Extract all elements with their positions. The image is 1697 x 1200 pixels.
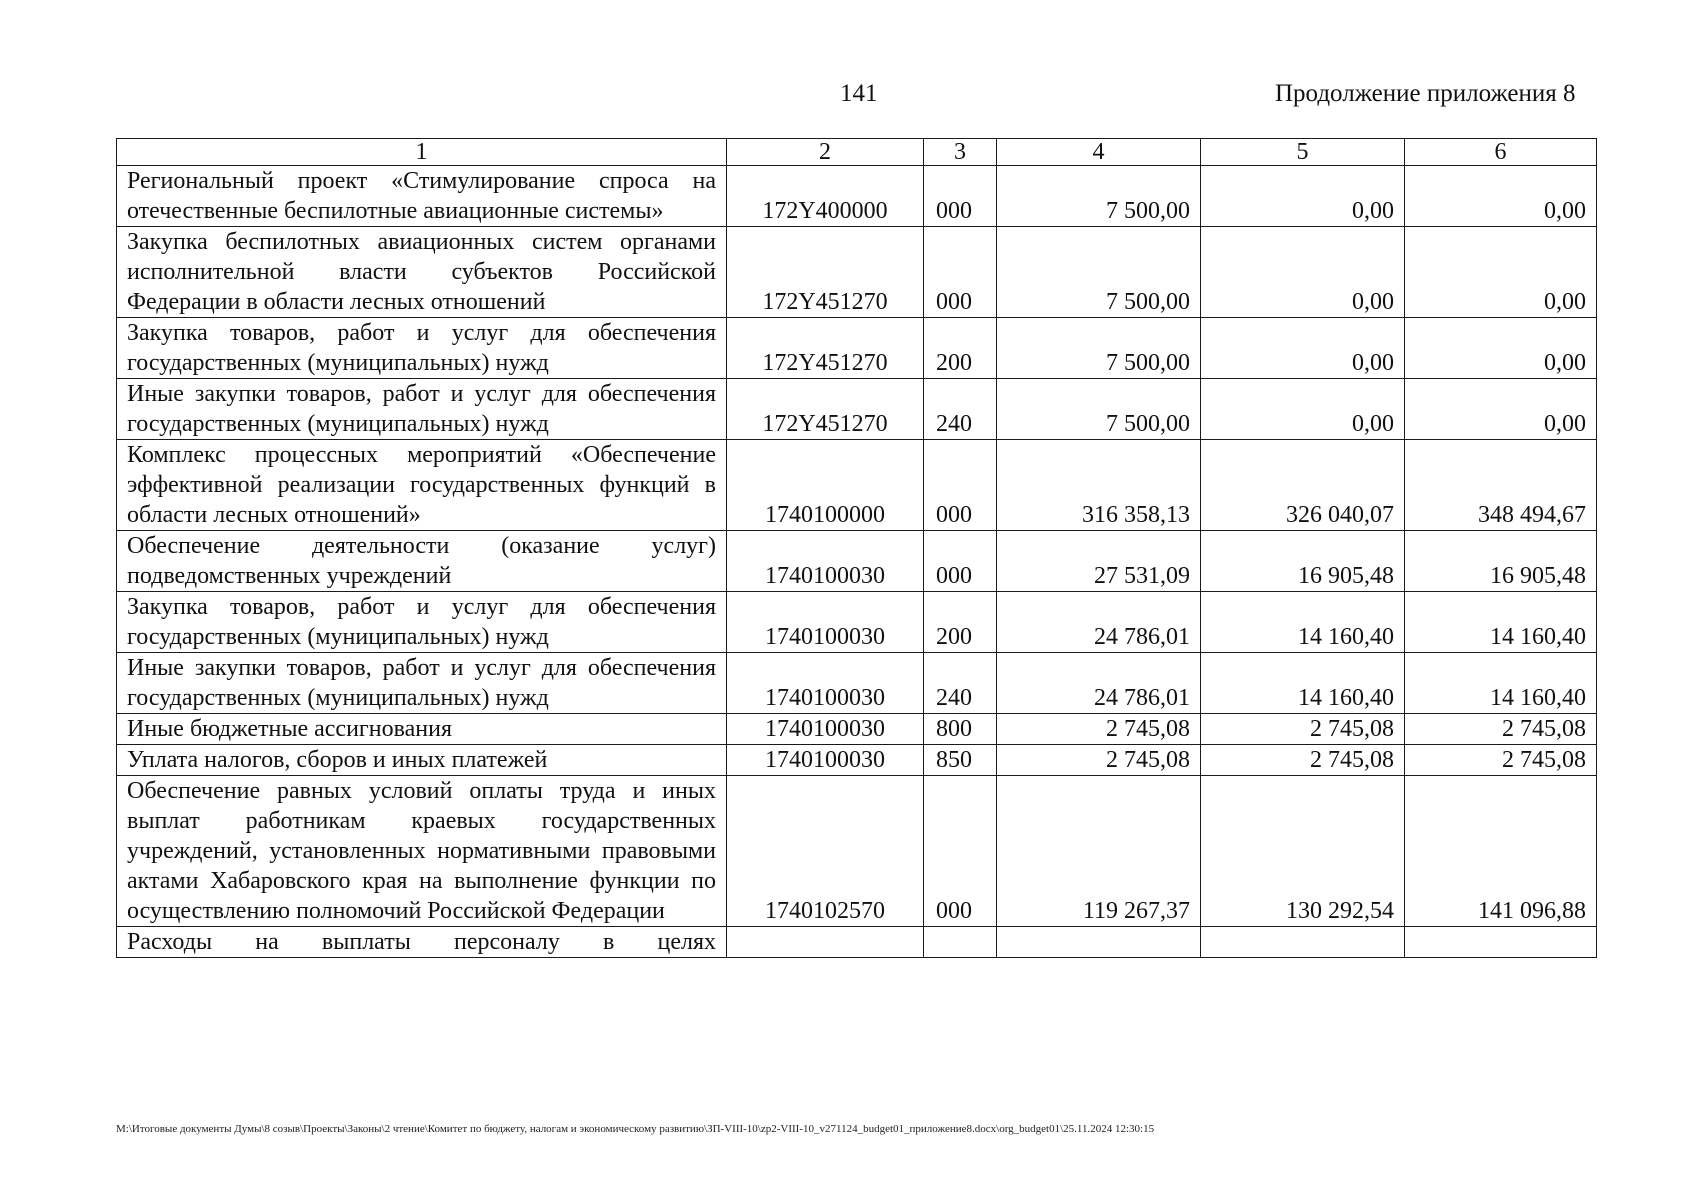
row-code: 172Y451270 <box>727 379 924 440</box>
row-value-year2: 0,00 <box>1201 166 1405 227</box>
row-code: 172Y451270 <box>727 318 924 379</box>
row-value-year1: 7 500,00 <box>997 318 1201 379</box>
row-expense-type <box>924 927 997 958</box>
row-value-year1: 27 531,09 <box>997 531 1201 592</box>
column-header: 2 <box>727 139 924 166</box>
row-expense-type: 240 <box>924 653 997 714</box>
row-value-year1 <box>997 927 1201 958</box>
row-value-year2: 16 905,48 <box>1201 531 1405 592</box>
row-value-year3: 0,00 <box>1405 227 1597 318</box>
row-code: 172Y451270 <box>727 227 924 318</box>
table-row <box>117 531 1597 592</box>
row-expense-type: 200 <box>924 592 997 653</box>
appendix-continuation-title: Продолжение приложения 8 <box>1275 80 1576 107</box>
row-value-year1: 24 786,01 <box>997 592 1201 653</box>
row-description: Расходы на выплаты персоналу в целях <box>117 927 727 958</box>
row-value-year1: 119 267,37 <box>997 776 1201 927</box>
row-value-year3: 0,00 <box>1405 166 1597 227</box>
row-expense-type: 000 <box>924 227 997 318</box>
row-value-year2: 0,00 <box>1201 227 1405 318</box>
row-value-year1: 2 745,08 <box>997 745 1201 776</box>
row-description: Обеспечение деятельности (оказание услуг) подведомственных учреждений <box>117 531 727 592</box>
row-value-year2: 326 040,07 <box>1201 440 1405 531</box>
row-expense-type: 000 <box>924 531 997 592</box>
row-code: 172Y400000 <box>727 166 924 227</box>
row-value-year3: 14 160,40 <box>1405 653 1597 714</box>
row-expense-type: 800 <box>924 714 997 745</box>
column-header: 4 <box>997 139 1201 166</box>
row-description: Иные закупки товаров, работ и услуг для обеспечения государственных (муниципальных) нужд <box>117 653 727 714</box>
budget-table <box>116 138 1597 958</box>
row-description: Иные бюджетные ассигнования <box>117 714 727 745</box>
table-row <box>117 227 1597 318</box>
row-value-year3: 0,00 <box>1405 379 1597 440</box>
row-description: Закупка товаров, работ и услуг для обеспечения государственных (муниципальных) нужд <box>117 592 727 653</box>
column-header: 3 <box>924 139 997 166</box>
row-value-year1: 7 500,00 <box>997 166 1201 227</box>
row-value-year2: 130 292,54 <box>1201 776 1405 927</box>
row-description: Иные закупки товаров, работ и услуг для обеспечения государственных (муниципальных) нужд <box>117 379 727 440</box>
table-row <box>117 745 1597 776</box>
page-number: 141 <box>840 80 878 107</box>
column-header: 1 <box>117 139 727 166</box>
row-expense-type: 000 <box>924 776 997 927</box>
row-expense-type: 200 <box>924 318 997 379</box>
row-value-year3: 14 160,40 <box>1405 592 1597 653</box>
column-header: 5 <box>1201 139 1405 166</box>
row-value-year1: 7 500,00 <box>997 227 1201 318</box>
row-value-year3: 141 096,88 <box>1405 776 1597 927</box>
row-value-year3 <box>1405 927 1597 958</box>
row-description: Комплекс процессных мероприятий «Обеспечение эффективной реализации государственных функций в области лесных отношений» <box>117 440 727 531</box>
row-value-year2: 0,00 <box>1201 318 1405 379</box>
row-code: 1740100030 <box>727 531 924 592</box>
table-row <box>117 927 1597 958</box>
row-value-year3: 16 905,48 <box>1405 531 1597 592</box>
row-code: 1740100000 <box>727 440 924 531</box>
table-row <box>117 714 1597 745</box>
row-expense-type: 000 <box>924 440 997 531</box>
table-row <box>117 318 1597 379</box>
row-code: 1740102570 <box>727 776 924 927</box>
row-code: 1740100030 <box>727 745 924 776</box>
row-code: 1740100030 <box>727 653 924 714</box>
table-row <box>117 379 1597 440</box>
row-expense-type: 850 <box>924 745 997 776</box>
table-row <box>117 592 1597 653</box>
row-description: Региональный проект «Стимулирование спроса на отечественные беспилотные авиационные системы» <box>117 166 727 227</box>
row-value-year2: 14 160,40 <box>1201 592 1405 653</box>
row-description: Уплата налогов, сборов и иных платежей <box>117 745 727 776</box>
row-value-year2 <box>1201 927 1405 958</box>
row-value-year1: 2 745,08 <box>997 714 1201 745</box>
row-value-year2: 14 160,40 <box>1201 653 1405 714</box>
table-row <box>117 166 1597 227</box>
row-expense-type: 240 <box>924 379 997 440</box>
table-header-row <box>117 139 1597 166</box>
row-value-year3: 0,00 <box>1405 318 1597 379</box>
row-value-year3: 2 745,08 <box>1405 714 1597 745</box>
row-value-year3: 348 494,67 <box>1405 440 1597 531</box>
row-expense-type: 000 <box>924 166 997 227</box>
row-value-year2: 2 745,08 <box>1201 714 1405 745</box>
row-value-year3: 2 745,08 <box>1405 745 1597 776</box>
table-row <box>117 440 1597 531</box>
row-value-year1: 316 358,13 <box>997 440 1201 531</box>
table-row <box>117 653 1597 714</box>
row-description: Закупка беспилотных авиационных систем органами исполнительной власти субъектов Российской Федерации в области лесных отношений <box>117 227 727 318</box>
row-description: Закупка товаров, работ и услуг для обеспечения государственных (муниципальных) нужд <box>117 318 727 379</box>
row-code <box>727 927 924 958</box>
row-description: Обеспечение равных условий оплаты труда и иных выплат работникам краевых государственных учреждений, установленных нормативными правовыми актами Хабаровского края на выполнение функции по осуществлению полномочий Российской Федерации <box>117 776 727 927</box>
document-file-path: M:\Итоговые документы Думы\8 созыв\Проекты\Законы\2 чтение\Комитет по бюджету, налогам и экономическому развитию\ЗП-VIII-10\zp2-VIII-10_v271124_budget01_приложение8.docx\org_budget01\25.11.2024 12:30:15 <box>116 1123 1155 1135</box>
row-value-year1: 7 500,00 <box>997 379 1201 440</box>
row-value-year2: 2 745,08 <box>1201 745 1405 776</box>
row-value-year1: 24 786,01 <box>997 653 1201 714</box>
column-header: 6 <box>1405 139 1597 166</box>
row-code: 1740100030 <box>727 592 924 653</box>
table-row <box>117 776 1597 927</box>
row-code: 1740100030 <box>727 714 924 745</box>
row-value-year2: 0,00 <box>1201 379 1405 440</box>
